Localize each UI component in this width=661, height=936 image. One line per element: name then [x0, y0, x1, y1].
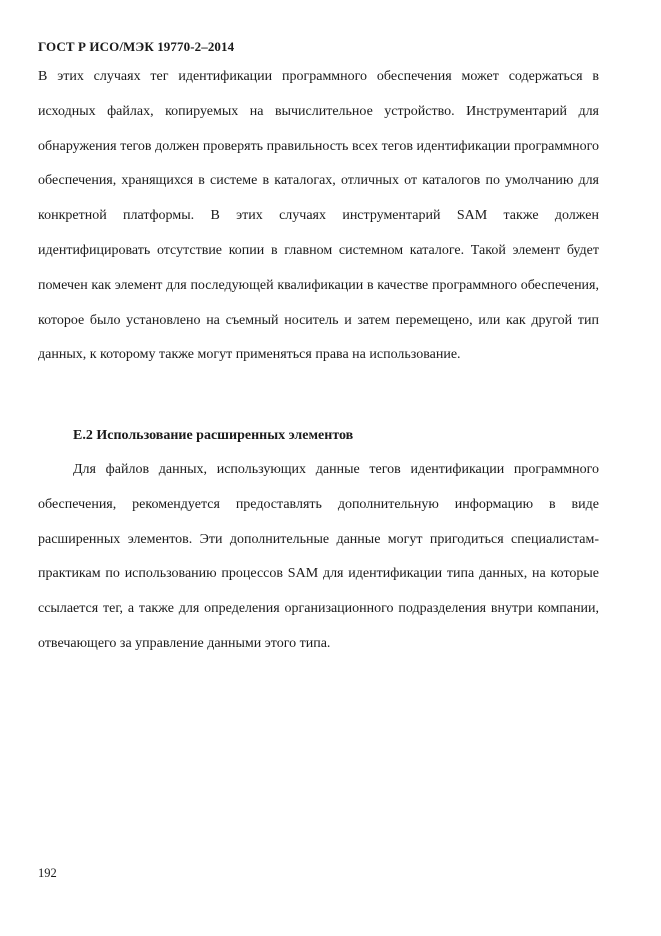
standard-header: ГОСТ Р ИСО/МЭК 19770-2–2014	[38, 39, 235, 54]
page-number: 192	[38, 866, 57, 880]
section-heading: Е.2 Использование расширенных элементов	[73, 428, 354, 443]
paragraph-1: В этих случаях тег идентификации программного обеспечения может содержаться в исходных файлах, копируемых на вычислительное устройство. Инструментарий для обнаружения тегов должен проверять правильность всех тегов идентификации программного обеспечения, хранящихся в системе в каталогах, отличных от каталогов по умолчанию для конкретной платформы. В этих случаях инструментарий SAM также должен идентифицировать отсутствие копии в главном системном каталоге. Такой элемент будет помечен как элемент для последующей квалификации в качестве программного обеспечения, которое было установлено на съемный носитель и затем перемещено, или как другой тип данных, к которому также могут применяться права на использование.	[38, 69, 599, 363]
paragraph-2: Для файлов данных, использующих данные тегов идентификации программного обеспечения, рекомендуется предоставлять дополнительную информацию в виде расширенных элементов. Эти дополнительные данные могут пригодиться специалистам-практикам по использованию процессов SAM для идентификации типа данных, на которые ссылается тег, а также для определения организационного подразделения внутри компании, отвечающего за управление данными этого типа.	[38, 462, 599, 651]
